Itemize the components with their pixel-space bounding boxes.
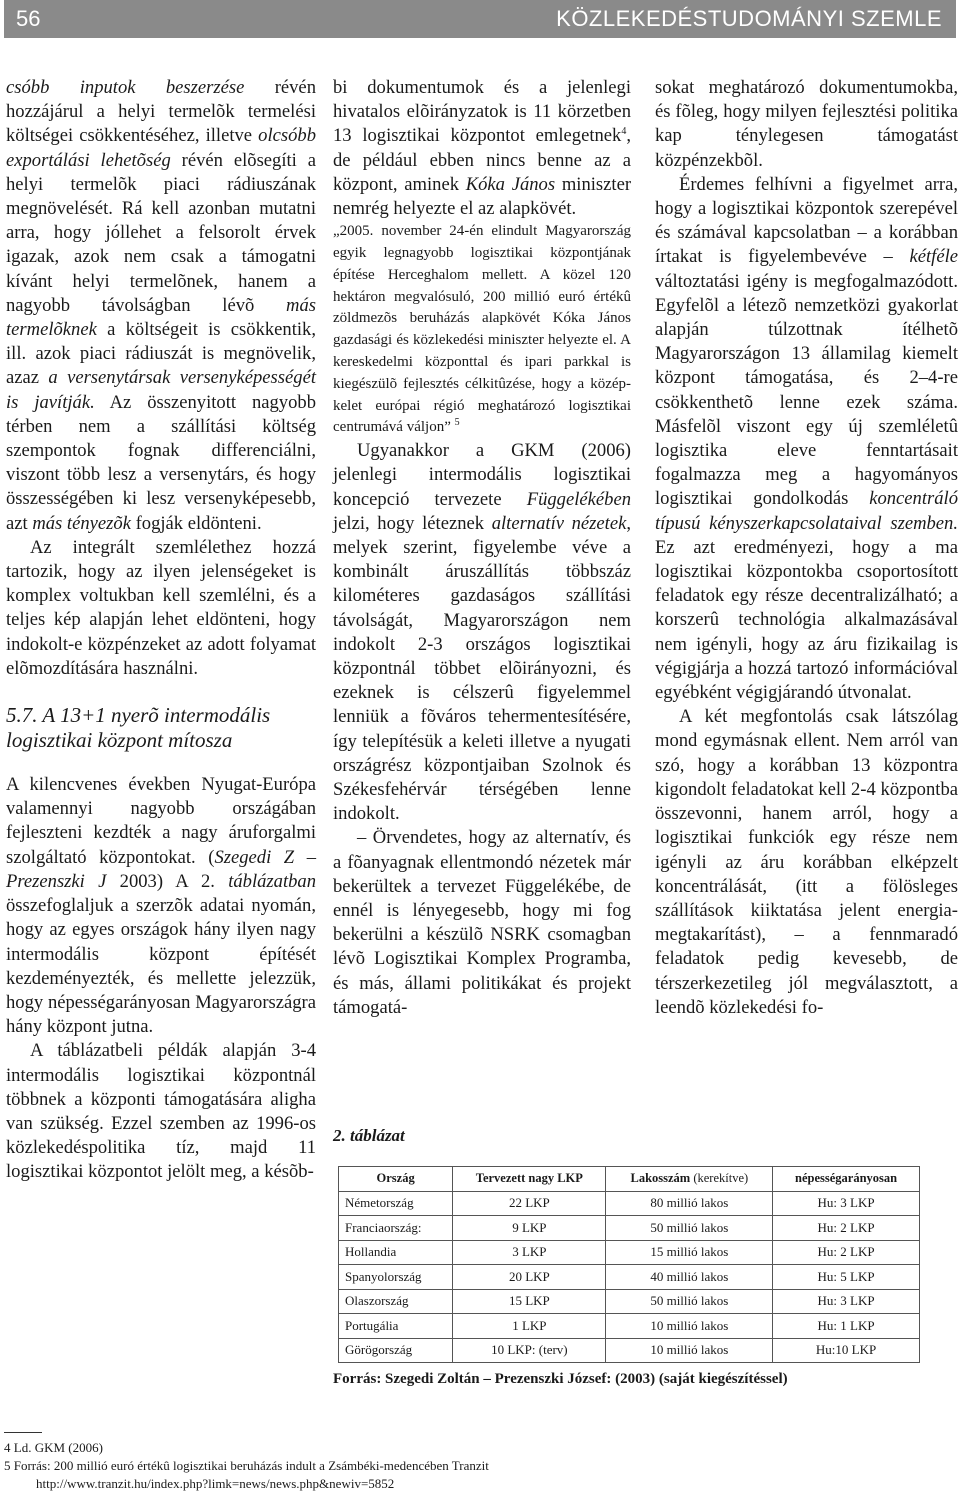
footnote-ref: 5	[454, 417, 460, 429]
text: , melyek szerint, figyelembe véve a kombinált áruszállítás többszáz kilométeres gazdaságos szállítási távolságát, Magyarországon nem indokolt 2-3 országos logisztikai központnál többet elõirányozni, és ezeknek is célszerû figyelemmel lenniük a fõváros tehermentesítésére, így telepítésük a keleti illetve a nyugati országrész központjaiban Szolnok és Székesfehérvár térségében lenne indokolt.	[333, 512, 631, 825]
footnote-5: 5 Forrás: 200 millió euró értékû logisztikai beruházás indult a Zsámbéki-medencében Tranzit	[4, 1458, 489, 1473]
header-ratio: népességarányosan	[773, 1167, 920, 1192]
cell-planned: 9 LKP	[453, 1216, 606, 1241]
cell-country: Olaszország	[339, 1289, 453, 1314]
cell-country: Görögország	[339, 1338, 453, 1363]
cell-planned: 1 LKP	[453, 1314, 606, 1339]
cell-country: Spanyolország	[339, 1265, 453, 1290]
table-title: 2. táblázat	[333, 1126, 405, 1145]
cell-population: 50 millió lakos	[606, 1216, 773, 1241]
emphasis: táblázatban	[228, 870, 317, 892]
emphasis: csóbb inputok beszerzése	[6, 77, 245, 98]
emphasis: alternatív nézetek	[491, 512, 627, 534]
table-row	[339, 1240, 920, 1265]
cell-population: 40 millió lakos	[606, 1265, 773, 1290]
cell-country: Németország	[339, 1191, 453, 1216]
page-number: 56	[16, 6, 41, 31]
table-row	[339, 1289, 920, 1314]
cell-ratio: Hu: 3 LKP	[773, 1191, 920, 1216]
emphasis: kétféle	[909, 246, 958, 268]
paragraph: Az integrált szemlélethez hozzá tartozik, hogy az ilyen jelenségeket is komplex voltukban kell szemlélni, és a teljes kép alapján lehet eldönteni, hogy indokolt-e közpénzeket az adott folyamat elõmozdítására használni.	[6, 536, 316, 679]
paragraph: – Örvendetes, hogy az alternatív, és a fõanyagnak ellentmondó nézetek már bekerültek a tervezet Függelékébe, de ennél is lényegesebb, hogy mi fog bekerülni a készülõ NSRK csomagban lévõ Logisztikai Komplex Programba, és más, állami politikákat és projekt támogatá-	[333, 827, 631, 1018]
text: jelzi, hogy léteznek	[333, 512, 492, 534]
cell-ratio: Hu:10 LKP	[773, 1338, 920, 1363]
cell-population: 15 millió lakos	[606, 1240, 773, 1265]
lkp-table	[338, 1166, 920, 1363]
cell-ratio: Hu: 5 LKP	[773, 1265, 920, 1290]
column-middle	[333, 76, 631, 1020]
table-row	[339, 1216, 920, 1241]
text: , de például ebben nincs benne az a központ, aminek	[333, 125, 631, 195]
cell-planned: 15 LKP	[453, 1289, 606, 1314]
cell-population: 50 millió lakos	[606, 1289, 773, 1314]
column-left	[6, 76, 316, 1185]
journal-title: KÖZLEKEDÉSTUDOMÁNYI SZEMLE	[556, 6, 942, 31]
table-row	[339, 1265, 920, 1290]
text: Ugyanakkor a GKM (2006) jelenlegi intermodális logisztikai koncepció tervezete	[333, 440, 631, 510]
paragraph	[333, 439, 631, 826]
footnote-ref: 4	[621, 126, 627, 138]
emphasis: olcsóbb exportálási lehetõség	[6, 125, 316, 171]
footnote-divider	[4, 1432, 42, 1433]
cell-planned: 3 LKP	[453, 1240, 606, 1265]
emphasis: Függelékében	[526, 488, 631, 510]
emphasis: más termelõknek	[6, 294, 316, 341]
emphasis: Kóka János	[465, 173, 556, 195]
text: 2003) A 2.	[106, 870, 229, 892]
emphasis: koncentráló típusú kényszerkapcsolataival szemben.	[655, 488, 958, 534]
text: a költségeit is csökkentik, ill. azok piaci rádiuszát is megnövelik, azaz	[6, 319, 316, 389]
text: Az összenyitott nagyobb térben nem a szállítási költség szempontok fognak differenciálni, viszont több lesz a versenytárs, és hogy összességében ki lesz versenyképesebb, azt	[6, 391, 316, 534]
cell-ratio: Hu: 2 LKP	[773, 1216, 920, 1241]
cell-country: Hollandia	[339, 1240, 453, 1265]
text: miniszter nemrég helyezte el az alapkövét.	[333, 173, 632, 220]
paragraph: A táblázatbeli példák alapján 3-4 intermodális logisztikai központnál többnek a központi támogatására aligha van szükség. Ezzel szemben az 1996-os közlekedéspolitika tíz, majd 11 logisztikai központot jelölt meg, a késõb-	[6, 1040, 316, 1183]
paragraph: A két megfontolás csak látszólag mond egymásnak ellent. Nem arról van szó, hogy a korábban 13 központra kigondolt feladatokat kell 2-4 központba összevonni, hanem arról, hogy a logisztikai funkciók egy része nem igényli az áru korábban elképzelt koncentrálását, (itt a fölösleges szállítások kiiktatása jelent energia-megtakarítást), – a fennmaradó feladatok pedig kevesebb, de térszerkezetileg jól megválasztott, a leendõ közlekedési fo-	[655, 706, 958, 1018]
cell-country: Portugália	[339, 1314, 453, 1339]
column-right	[655, 76, 958, 1020]
header-country: Ország	[339, 1167, 453, 1192]
header-population-note: (kerekítve)	[690, 1171, 749, 1186]
table-row	[339, 1314, 920, 1339]
cell-planned: 20 LKP	[453, 1265, 606, 1290]
text: változtatási igény is megfogalmazódott. Egyfelõl a létezõ nemzetközi gyakorlat alapján túlzottnak ítélhetõ Magyarországon 13 államilag kiemelt központ támogatása, és 2–4-re csökkenthetõ lenne ezek száma. Másfelõl viszont egy új szemléletû logisztika eleve fenntartásait fogalmazza meg a hagyományos logisztikai gondolkodás	[655, 270, 958, 510]
quote-text: „2005. november 24-én elindult Magyarország egyik legnagyobb logisztikai központjának építése Herceghalom mellett. A közel 120 hektáron megvalósuló, 200 millió euró értékû zöldmezõs beruházás alapkövét Kóka János gazdasági és közlekedési miniszter helyezte el. A kereskedelmi központtal és ipari parkkal is kiegészülõ fejlesztés célkitûzése, hogy a közép-kelet európai régió meghatározó logisztikai centrumává váljon”	[333, 223, 631, 436]
paragraph	[6, 76, 316, 536]
cell-population: 10 millió lakos	[606, 1338, 773, 1363]
block-quote	[333, 221, 631, 439]
cell-planned: 22 LKP	[453, 1191, 606, 1216]
table-header-row	[339, 1167, 920, 1192]
cell-population: 80 millió lakos	[606, 1191, 773, 1216]
cell-planned: 10 LKP: (terv)	[453, 1338, 606, 1363]
header-population	[606, 1167, 773, 1192]
text: A kilencvenes években Nyugat-Európa valamennyi nagyobb országában fejleszteni kezdték a nagy áruforgalmi szolgáltató központokat. (	[6, 774, 316, 868]
text: Érdemes felhívni a figyelmet arra, hogy a logisztikai központok szerepével és számával kapcsolatban – a korábban írtakat is figyelembevéve –	[655, 173, 958, 268]
cell-ratio: Hu: 2 LKP	[773, 1240, 920, 1265]
emphasis: Szegedi Z – Prezenszki J	[6, 846, 316, 892]
text: bi dokumentumok és a jelenlegi hivatalos elõirányzatok is 11 körzetben 13 logisztikai központot emlegetnek	[333, 77, 631, 147]
footnote-5-link[interactable]: http://www.tranzit.hu/index.php?limk=news/news.php&newiv=5852	[36, 1476, 395, 1491]
section-heading: 5.7. A 13+1 nyerõ intermodális logisztikai központ mítosza	[6, 703, 271, 753]
emphasis: más tényezõk	[32, 512, 131, 534]
cell-population: 10 millió lakos	[606, 1314, 773, 1339]
cell-ratio: Hu: 1 LKP	[773, 1314, 920, 1339]
text: összefoglaljuk a szerzõk adatai nyomán, hogy az egyes országok hány ilyen nagy intermodális központ építését kezdeményezték, és mellette jelezzük, hogy népességarányosan Magyarországra hány központ jutna.	[6, 895, 316, 1038]
emphasis: a versenytársak versenyképességét is javítják.	[6, 367, 316, 413]
page-header	[4, 0, 956, 38]
paragraph: sokat meghatározó dokumentumokba, és fõleg, hogy milyen fejlesztési politika kap ténylegesen támogatást közpénzekbõl.	[655, 77, 958, 171]
table-source: Forrás: Szegedi Zoltán – Prezenszki József: (2003) (saját kiegészítéssel)	[333, 1371, 788, 1387]
header-population-label: Lakosszám	[630, 1171, 691, 1186]
paragraph	[655, 173, 958, 705]
header-planned: Tervezett nagy LKP	[453, 1167, 606, 1192]
text: Ez azt eredményezi, hogy a ma logisztikai központokba csoportosított feladatok egy része decentralizálható; a korszerû technológia alkalmazásával nem igényli, hogy az áru fizikailag is végigjárja a hozzá tartozó információval egyébként végigjárandó útvonalat.	[655, 536, 958, 704]
cell-country: Franciaország:	[339, 1216, 453, 1241]
table-row	[339, 1338, 920, 1363]
table-row	[339, 1191, 920, 1216]
text: révén hozzájárul a helyi termelõk termelési költségei csökkentéséhez, illetve	[6, 77, 316, 147]
paragraph	[6, 773, 316, 1039]
paragraph	[333, 76, 631, 221]
footnote-4: 4 Ld. GKM (2006)	[4, 1440, 103, 1455]
text: révén elõsegíti a helyi termelõk piaci rádiuszának megnövelését. Rá kell azonban mutatni arra, hogy jóllehet a felsorolt érvek igazak, azok nem csak a támogatni kívánt helyi termelõnek, hanem a nagyobb távolságban lévõ	[6, 149, 316, 316]
cell-ratio: Hu: 3 LKP	[773, 1289, 920, 1314]
text: fogják eldönteni.	[130, 512, 262, 534]
